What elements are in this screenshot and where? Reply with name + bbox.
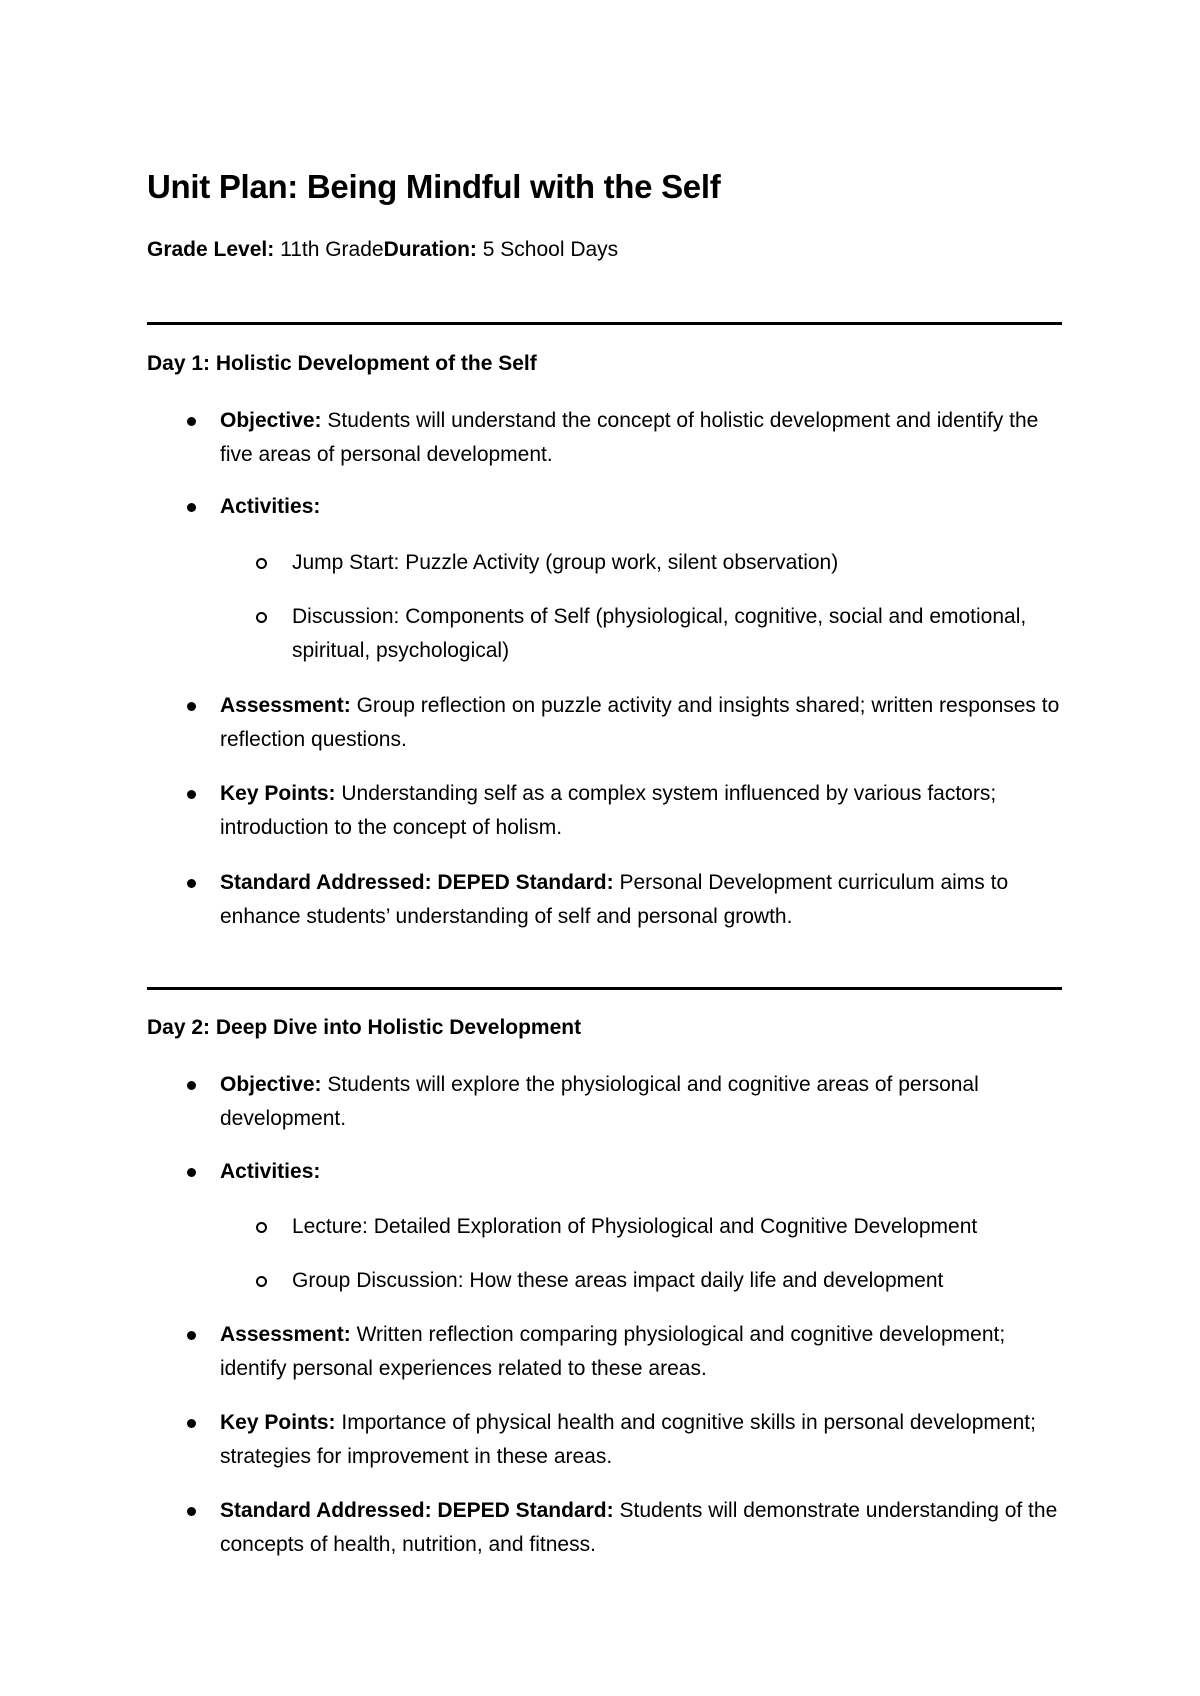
bullet-icon (187, 1419, 196, 1428)
document-meta (147, 238, 618, 262)
key-points-label: Key Points: (220, 1411, 336, 1434)
assessment-label: Assessment: (220, 694, 351, 717)
bullet-icon (187, 1507, 196, 1516)
bullet-icon (187, 790, 196, 799)
assessment-text: Written reflection comparing physiological and cognitive development; identify personal experiences related to these areas. (220, 1323, 1006, 1380)
activity-text: Lecture: Detailed Exploration of Physiological and Cognitive Development (292, 1215, 978, 1238)
assessment-label: Assessment: (220, 1323, 351, 1346)
objective-label: Objective: (220, 409, 322, 432)
key-points-text: Importance of physical health and cognitive skills in personal development; strategies for improvement in these areas. (220, 1411, 1036, 1468)
document-title: Unit Plan: Being Mindful with the Self (147, 168, 721, 205)
standard-label: Standard Addressed: DEPED Standard: (220, 1499, 614, 1522)
section-divider (147, 987, 1062, 990)
bullet-icon (187, 702, 196, 711)
objective-text: Students will understand the concept of holistic development and identify the five areas of personal development. (220, 409, 1039, 466)
duration-value: 5 School Days (476, 238, 619, 261)
activity-text: Group Discussion: How these areas impact daily life and development (292, 1269, 944, 1292)
standard-text: Students will demonstrate understanding of the concepts of health, nutrition, and fitness. (220, 1499, 1058, 1556)
bullet-icon (187, 503, 196, 512)
day-2-heading: Day 2: Deep Dive into Holistic Development (147, 1016, 582, 1039)
hollow-bullet-icon (256, 1222, 267, 1233)
bullet-icon (187, 1168, 196, 1177)
key-points-label: Key Points: (220, 782, 336, 805)
bullet-icon (187, 1081, 196, 1090)
bullet-icon (187, 879, 196, 888)
assessment-text: Group reflection on puzzle activity and insights shared; written responses to reflection questions. (220, 694, 1060, 751)
activities-label: Activities: (220, 1160, 321, 1183)
grade-level-label: Grade Level: (147, 238, 275, 261)
section-divider (147, 322, 1062, 325)
grade-level-value: 11th Grade (274, 238, 384, 261)
activity-text: Discussion: Components of Self (physiological, cognitive, social and emotional, spiritual, psychological) (292, 605, 1027, 662)
standard-label: Standard Addressed: DEPED Standard: (220, 871, 614, 894)
objective-text: Students will explore the physiological and cognitive areas of personal development. (220, 1073, 979, 1130)
key-points-text: Understanding self as a complex system influenced by various factors; introduction to the concept of holism. (220, 782, 997, 839)
hollow-bullet-icon (256, 612, 267, 623)
hollow-bullet-icon (256, 1276, 267, 1287)
activity-text: Jump Start: Puzzle Activity (group work, silent observation) (292, 551, 839, 574)
standard-text: Personal Development curriculum aims to enhance students’ understanding of self and personal growth. (220, 871, 1009, 928)
activities-label: Activities: (220, 495, 321, 518)
day-1-heading: Day 1: Holistic Development of the Self (147, 352, 537, 375)
objective-label: Objective: (220, 1073, 322, 1096)
hollow-bullet-icon (256, 558, 267, 569)
bullet-icon (187, 417, 196, 426)
duration-label: Duration: (383, 238, 477, 261)
bullet-icon (187, 1331, 196, 1340)
